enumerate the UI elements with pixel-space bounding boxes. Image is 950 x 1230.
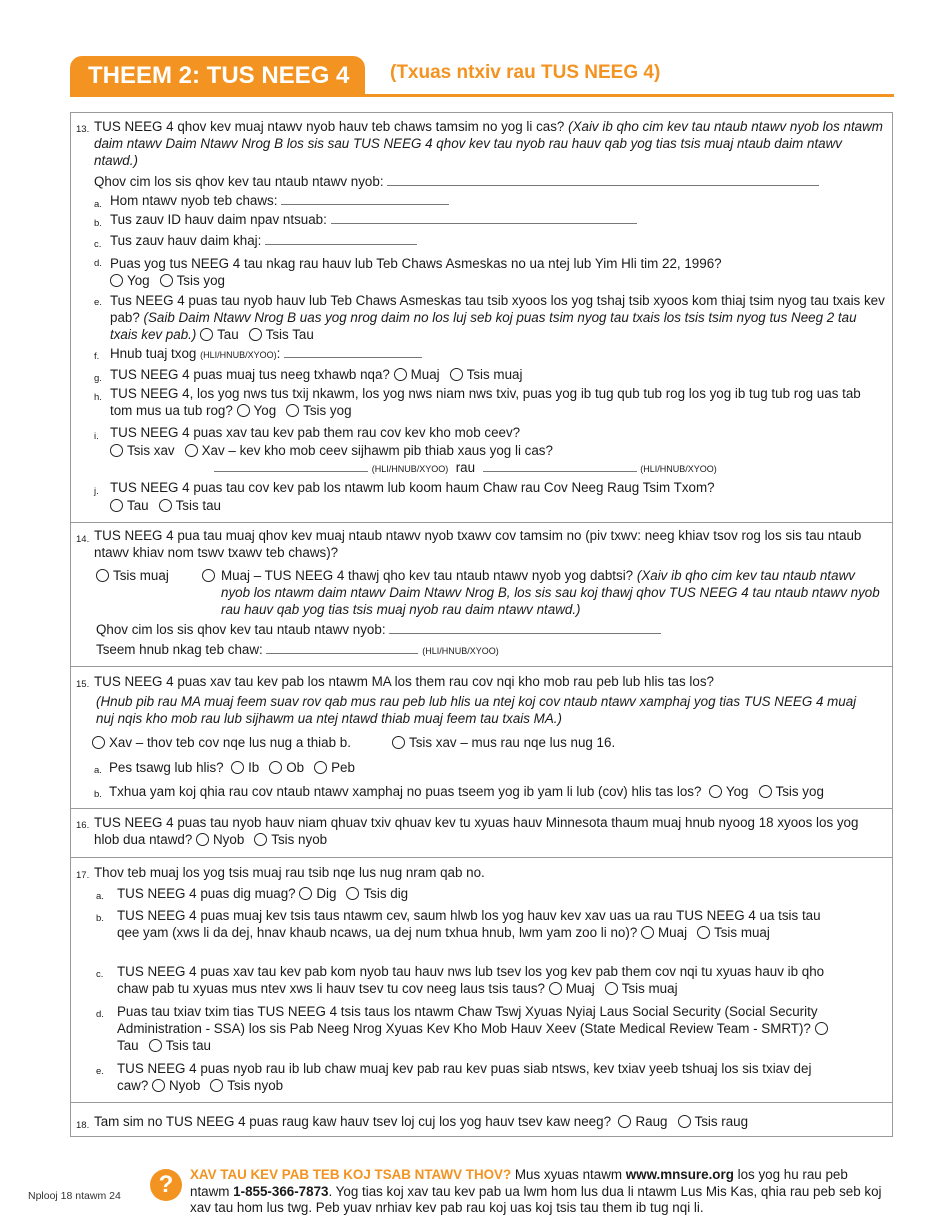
radio-icon <box>96 569 109 582</box>
q13b-field: Tus zauv ID hauv daim npav ntsuab: <box>110 211 637 228</box>
q13i-dates: (HLI/HNUB/XYOO) rau (HLI/HNUB/XYOO) <box>214 459 717 478</box>
q13i-text: TUS NEEG 4 puas xav tau kev pab them rau cov kev kho mob ceev? <box>110 425 521 440</box>
q13j-yes[interactable]: Tau <box>110 498 149 513</box>
q13c-input[interactable] <box>265 232 417 245</box>
radio-icon <box>202 569 215 582</box>
q13a-field: Hom ntawv nyob teb chaws: <box>110 192 449 209</box>
q16-yes[interactable]: Nyob <box>196 832 244 847</box>
q17a-yes[interactable]: Dig <box>299 886 336 901</box>
divider <box>71 808 893 809</box>
q13d-yes[interactable]: Yog <box>110 273 150 288</box>
q17d-yes[interactable]: Tau <box>117 1021 832 1053</box>
radio-icon <box>160 274 173 287</box>
radio-icon <box>346 887 359 900</box>
q14-no[interactable]: Tsis muaj <box>96 567 169 584</box>
radio-icon <box>759 785 772 798</box>
q14-yes-text: Muaj – TUS NEEG 4 thawj qho kev tau ntaub ntawv nyob yog dabtsi? (Xaiv ib qho cim kev tau ntaub ntawv nyob los ntawm daim ntawv Daim Ntawv Nrog B, los sis sau koj thawj qhov TUS NEEG 4 tau ntaub ntawv nyob rau hauv qab yog tias tsis muaj nyob rau daim ntawv ntawd.) <box>221 568 880 617</box>
divider <box>71 1102 893 1103</box>
q15a-one[interactable]: Ib <box>231 760 259 775</box>
radio-icon <box>314 761 327 774</box>
radio-icon <box>92 736 105 749</box>
q15-note: (Hnub pib rau MA muaj feem suav rov qab mus rau peb lub hlis ua ntej koj cov ntaub ntawv xamphaj yog tias TUS NEEG 4 muaj nuj nqis kho mob rau lub sijhawm ua ntej ntawd thiab muaj feem tau txais MA.) <box>96 694 857 726</box>
q15-no[interactable]: Tsis xav – mus rau nqe lus nug 16. <box>392 734 615 751</box>
q15b: Txhua yam koj qhia rau cov ntaub ntawv xamphaj no puas tseem yog ib yam li lub (cov) hlis tas los? Yog Tsis yog <box>109 784 824 799</box>
question-13: TUS NEEG 4 qhov kev muaj ntawv nyob hauv teb chaws tamsim no yog li cas? (Xaiv ib qho cim kev tau ntaub ntawv nyob los ntawm daim ntawv Daim Ntawv Nrog B los sis sau TUS NEEG 4 qhov kev tau nyob rau hauv qab yog tias tsis muaj ntaub daim ntawv ntawd.) <box>94 119 883 168</box>
page-number: Nplooj 18 ntawm 24 <box>28 1190 121 1202</box>
q13h: TUS NEEG 4, los yog nws tus txij nkawm, los yog nws niam nws txiv, puas yog ib tug qub tub rog los yog ib tug tub rog uas tab tom mus ua tub rog? Yog Tsis yog <box>110 386 861 418</box>
q17c-yes[interactable]: Muaj <box>549 981 595 996</box>
q18-no[interactable]: Tsis raug <box>678 1114 749 1129</box>
q17e-no[interactable]: Tsis nyob <box>210 1078 283 1093</box>
q13i-no[interactable]: Tsis xav <box>110 443 175 458</box>
help-question-icon: ? <box>150 1169 182 1201</box>
radio-icon <box>110 274 123 287</box>
q15b-no[interactable]: Tsis yog <box>759 784 824 799</box>
q13d-options <box>110 272 235 289</box>
question-18: Tam sim no TUS NEEG 4 puas raug kaw hauv tsev loj cuj los yog hauv tsev kaw neeg? Raug Tsis raug <box>94 1114 749 1129</box>
question-17: Thov teb muaj los yog tsis muaj rau tsib nqe lus nug nram qab no. <box>94 865 485 880</box>
radio-icon <box>299 887 312 900</box>
radio-icon <box>110 499 123 512</box>
q13b-input[interactable] <box>331 211 637 224</box>
divider <box>71 857 893 858</box>
radio-icon <box>269 761 282 774</box>
q15-yes[interactable]: Xav – thov teb cov nqe lus nug a thiab b. <box>92 734 351 751</box>
q13a-input[interactable] <box>281 192 449 205</box>
radio-icon <box>110 444 123 457</box>
radio-icon <box>815 1022 828 1035</box>
q13j-options <box>110 497 231 514</box>
divider <box>71 666 893 667</box>
q13-document-field: Qhov cim los sis qhov kev tau ntaub ntawv nyob: <box>94 173 819 190</box>
q13h-no[interactable]: Tsis yog <box>286 403 351 418</box>
help-text: XAV TAU KEV PAB TEB KOJ TSAB NTAWV THOV? Mus xyuas ntawm www.mnsure.org los yog hu rau peb ntawm 1-855-366-7873. Yog tias koj xav tau kev pab ua lwm hom lus dua li ntawm Lus Mis Kas, qhia rau peb seb koj xav tau hom lus twg. Peb yuav nrhiav kev pab rau koj uas koj tsis tau them ib tug nqi li. <box>190 1167 882 1215</box>
radio-icon <box>709 785 722 798</box>
q13f-input[interactable] <box>284 345 422 358</box>
q15a-three[interactable]: Peb <box>314 760 355 775</box>
q13j-text: TUS NEEG 4 puas tau cov kev pab los ntawm lub koom haum Chaw rau Cov Neeg Raug Tsim Txom? <box>110 480 715 495</box>
radio-icon <box>549 982 562 995</box>
question-15: TUS NEEG 4 puas xav tau kev pab los ntawm MA los them rau cov nqi kho mob rau peb lub hlis tas los? <box>94 674 714 689</box>
radio-icon <box>641 926 654 939</box>
q13g-yes[interactable]: Muaj <box>394 367 440 382</box>
q13i-yes[interactable]: Xav – kev kho mob ceev sijhawm pib thiab xaus yog li cas? <box>185 443 553 458</box>
website-link[interactable]: www.mnsure.org <box>625 1167 734 1182</box>
radio-icon <box>149 1039 162 1052</box>
q17d-no[interactable]: Tsis tau <box>149 1038 211 1053</box>
radio-icon <box>254 833 267 846</box>
radio-icon <box>286 404 299 417</box>
q16-no[interactable]: Tsis nyob <box>254 832 327 847</box>
radio-icon <box>237 404 250 417</box>
question-14: TUS NEEG 4 pua tau muaj qhov kev muaj ntaub ntawv nyob txawv cov tamsim no (piv txwv: neeg khiav tsov rog los sis tau ntaub ntawv khiav nom tswv txawv teb chaws)? <box>94 528 862 560</box>
q14-yes[interactable] <box>202 567 219 584</box>
q17d: Puas tau txiav txim tias TUS NEEG 4 tsis taus los ntawm Chaw Tswj Xyuas Nyiaj Laus Social Security (Social Security Administration - SSA) los sis Pab Neeg Nrog Xyuas Kev Kho Mob Hauv Xeev (State Medical Review Team - SMRT)? Tau Tsis tau <box>117 1003 842 1054</box>
q17b: TUS NEEG 4 puas muaj kev tsis taus ntawm cev, saum hlwb los yog hauv kev xav uas ua rau TUS NEEG 4 ua tsis tau qee yam (xws li da dej, hnav khaub ncaws, ua dej num txhua hnub, lwm yam zoo li no)? Muaj Tsis muaj <box>117 908 821 940</box>
header-divider <box>70 94 894 97</box>
radio-icon <box>450 368 463 381</box>
radio-icon <box>231 761 244 774</box>
q15b-yes[interactable]: Yog <box>709 784 749 799</box>
q13h-yes[interactable]: Yog <box>237 403 277 418</box>
q13i-options <box>110 442 563 459</box>
q13f-field: Hnub tuaj txog (HLI/HNUB/XYOO): <box>110 345 422 364</box>
q13e-yes[interactable]: Tau <box>200 327 239 342</box>
phone-number[interactable]: 1-855-366-7873 <box>233 1183 329 1199</box>
divider <box>71 522 893 523</box>
question-number: 13. <box>76 124 90 135</box>
section-subtitle: (Txuas ntxiv rau TUS NEEG 4) <box>390 62 661 83</box>
radio-icon <box>159 499 172 512</box>
q13c-field: Tus zauv hauv daim khaj: <box>110 232 417 249</box>
q15a-two[interactable]: Ob <box>269 760 304 775</box>
q13g: TUS NEEG 4 puas muaj tus neeg txhawb nqa? Muaj Tsis muaj <box>110 367 523 382</box>
q13e-no[interactable]: Tsis Tau <box>249 327 314 342</box>
radio-icon <box>697 926 710 939</box>
radio-icon <box>618 1115 631 1128</box>
q13i-end-input[interactable] <box>483 459 637 472</box>
q14-document-input[interactable] <box>389 621 661 634</box>
q17e: TUS NEEG 4 puas nyob rau ib lub chaw muaj kev pab rau kev puas siab ntsws, kev txiav yeeb tshuaj los sis txiav dej caw? Nyob Tsis nyob <box>117 1061 812 1093</box>
q15a: Pes tsawg lub hlis? Ib Ob Peb <box>109 760 355 775</box>
q13g-no[interactable]: Tsis muaj <box>450 367 523 382</box>
q17b-no[interactable]: Tsis muaj <box>697 925 770 940</box>
radio-icon <box>249 328 262 341</box>
q13j-no[interactable]: Tsis tau <box>159 498 221 513</box>
q17c-no[interactable]: Tsis muaj <box>605 981 678 996</box>
q17c: TUS NEEG 4 puas xav tau kev pab kom nyob tau hauv nws lub tsev los yog kev pab them cov nqi tu xyuas hauv ib qho chaw pab tu xyuas mus ntev xws li hauv tsev tu cov neeg laus tsis taus? Muaj Tsis muaj <box>117 964 825 996</box>
radio-icon <box>605 982 618 995</box>
radio-icon <box>210 1079 223 1092</box>
section-title: THEEM 2: TUS NEEG 4 <box>70 56 365 94</box>
q17b-yes[interactable]: Muaj <box>641 925 687 940</box>
q13e-text: Tus NEEG 4 puas tau nyob hauv lub Teb Chaws Asmeskas tau tsib xyoos los yog tshaj tsib xyoos kom thiaj tsim nyog tau txais kev pab? (Saib Daim Ntawv Nrog B uas yog nrog daim no los luj seb koj puas tsim nyog tau txais los tsis tsim nyog tus Neeg 2 tau txais kev pab.) Tau Tsis Tau <box>110 293 885 342</box>
q13-document-input[interactable] <box>387 173 819 186</box>
q14-date-field: Tseem hnub nkag teb chaw: (HLI/HNUB/XYOO) <box>96 642 499 657</box>
q18-yes[interactable]: Raug <box>618 1114 667 1129</box>
q14-document-field: Qhov cim los sis qhov kev tau ntaub ntawv nyob: <box>96 621 661 638</box>
question-16: TUS NEEG 4 puas tau nyob hauv niam qhuav txiv qhuav kev tu xyuas hauv Minnesota thaum muaj hnub nyoog 18 xyoos los yog hlob dua ntawd? Nyob Tsis nyob <box>94 815 859 847</box>
radio-icon <box>196 833 209 846</box>
q17e-yes[interactable]: Nyob <box>152 1078 200 1093</box>
q17a: TUS NEEG 4 puas dig muag? Dig Tsis dig <box>117 886 409 901</box>
q13i-start-input[interactable] <box>214 459 368 472</box>
radio-icon <box>152 1079 165 1092</box>
radio-icon <box>678 1115 691 1128</box>
radio-icon <box>185 444 198 457</box>
radio-icon <box>200 328 213 341</box>
radio-icon <box>394 368 407 381</box>
q13d-text: Puas yog tus NEEG 4 tau nkag rau hauv lub Teb Chaws Asmeskas no ua ntej lub Yim Hli tim 22, 1996? <box>110 256 722 271</box>
q13d-no[interactable]: Tsis yog <box>160 273 225 288</box>
q14-date-input[interactable] <box>266 641 418 654</box>
q17a-no[interactable]: Tsis dig <box>346 886 408 901</box>
radio-icon <box>392 736 405 749</box>
